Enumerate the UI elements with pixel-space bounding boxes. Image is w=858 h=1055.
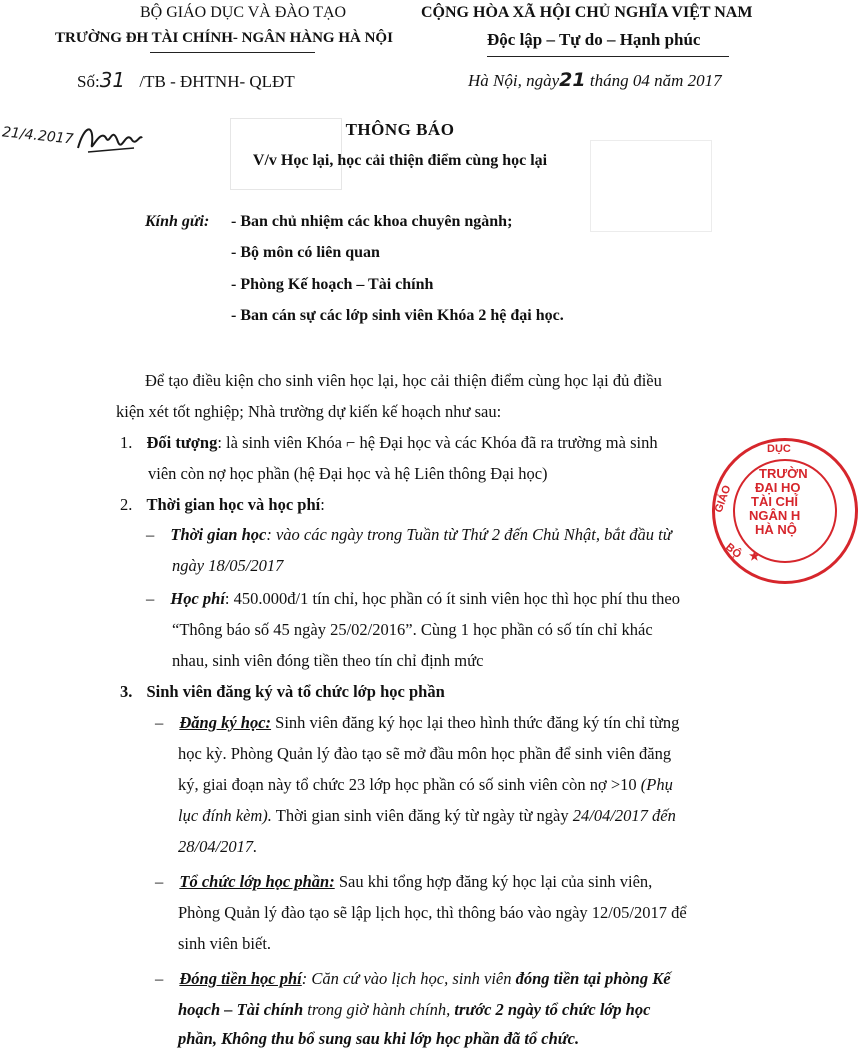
organize-text: Sau khi tổng hợp đăng ký học lại của sinh viên, [334,872,653,891]
item-1-line [120,427,658,459]
date-handwritten: 21 [559,69,586,91]
recipient-item: - Ban cán sự các lớp sinh viên Khóa 2 hệ đại học. [231,307,564,324]
payment-place: đóng tiền tại phòng Kế [515,969,671,988]
stamp-line: HÀ NỘ [755,522,797,537]
date-suffix: tháng 04 năm 2017 [589,71,722,90]
time-line: ngày 18/05/2017 [172,556,284,575]
item-3-line [120,676,445,708]
register-text: ký, giai đoạn này tổ chức 23 lớp học phần có số sinh viên còn nợ >10 [178,775,641,794]
fee-line [146,583,680,615]
time-text: : vào các ngày trong Tuần từ Thứ 2 đến Chủ Nhật, bắt đầu từ [266,525,672,544]
item-2-number: 2. [120,495,133,514]
stamp-line: ĐẠI HỌ [755,480,801,495]
organize-line: Phòng Quản lý đào tạo sẽ lập lịch học, thì thông báo vào ngày 12/05/2017 để [178,903,687,922]
school-stamp [712,438,858,584]
item-2-label: Thời gian học và học phí [146,495,321,514]
time-line [146,519,672,551]
stamp-ring-text: BỘ [723,541,744,561]
stamp-ring-text: GIÁO [712,483,734,515]
register-text: Sinh viên đăng ký học lại theo hình thức đăng ký tín chỉ từng [271,713,680,732]
organize-dash: – [155,872,164,891]
date-prefix: Hà Nội, ngày [468,71,560,90]
intro-line: Để tạo điều kiện cho sinh viên học lại, học cải thiện điểm cùng học lại đủ điều [145,371,662,390]
organize-line: sinh viên biết. [178,934,272,953]
school-name: TRƯỜNG ĐH TÀI CHÍNH- NGÂN HÀNG HÀ NỘI [55,30,393,46]
stamp-star-icon: ★ [749,549,760,563]
register-appendix: (Phụ [640,775,673,794]
stamp-inner-ring [733,459,837,563]
document-date [468,69,722,91]
country-name: CỘNG HÒA XÃ HỘI CHỦ NGHĨA VIỆT NAM [421,4,753,21]
fee-dash: – [146,589,155,608]
fee-line: “Thông báo số 45 ngày 25/02/2016”. Cùng 1 học phần có số tín chỉ khác [172,620,653,639]
register-label: Đăng ký học: [179,713,272,732]
item-1-label: Đối tượng [146,433,218,452]
item-2-colon: : [320,495,325,514]
payment-text: : Căn cứ vào lịch học, sinh viên [301,969,516,988]
fee-line: nhau, sinh viên đóng tiền theo tín chỉ định mức [172,651,484,670]
organize-line [155,866,652,898]
stamp-line: TRƯỜN [759,466,808,481]
recipient-item: - Ban chủ nhiệm các khoa chuyên ngành; [231,213,513,230]
payment-line [178,994,650,1026]
item-1-line: viên còn nợ học phần (hệ Đại học và hệ Liên thông Đại học) [148,464,548,483]
payment-text: trong giờ hành chính, [303,1000,455,1019]
register-appendix: lục đính kèm). [178,806,272,825]
school-underline [150,52,315,53]
national-motto: Độc lập – Tự do – Hạnh phúc [487,30,701,49]
fee-label: Học phí [170,589,225,608]
time-label: Thời gian học [170,525,267,544]
item-1-text: : là sinh viên Khóa ⌐ hệ Đại học và các Khóa đã ra trường mà sinh [217,433,658,452]
payment-label: Đóng tiền học phí [179,969,302,988]
payment-line [155,963,671,995]
register-line [155,707,679,739]
payment-line: phần, Không thu bổ sung sau khi lớp học phần đã tổ chức. [178,1029,580,1048]
recipient-item: - Phòng Kế hoạch – Tài chính [231,276,434,293]
ministry-name: BỘ GIÁO DỤC VÀ ĐÀO TẠO [140,4,347,21]
intro-line: kiện xét tốt nghiệp; Nhà trường dự kiến kế hoạch như sau: [116,402,502,421]
stamp-line: TÀI CHÍ [751,494,798,509]
register-dash: – [155,713,164,732]
register-text: Thời gian sinh viên đăng ký từ ngày từ ngày [271,806,573,825]
organize-label: Tổ chức lớp học phần: [179,872,335,891]
payment-deadline: trước 2 ngày tổ chức lớp học [454,1000,651,1019]
time-dash: – [146,525,155,544]
payment-dash: – [155,969,164,988]
item-2-line [120,489,325,521]
document-number [77,68,295,92]
document-subject: V/v Học lại, học cải thiện điểm cùng học lại [252,152,548,169]
recipient-item: - Bộ môn có liên quan [231,244,380,261]
stamp-ring-text: DỤC [767,443,791,455]
item-3-label: Sinh viên đăng ký và tổ chức lớp học phần [146,682,445,701]
margin-date-note: 21/4.2017 [1,124,75,148]
number-prefix: Số: [77,72,100,91]
recipients-label: Kính gửi: [145,213,210,230]
stamp-line: NGÂN H [749,508,801,523]
item-3-number: 3. [120,682,133,701]
item-1-number: 1. [120,433,133,452]
register-line: 28/04/2017. [178,837,258,856]
motto-underline [487,56,729,57]
payment-place: hoạch – Tài chính [178,1000,304,1019]
number-suffix: /TB - ĐHTNH- QLĐT [139,72,295,91]
document-title: THÔNG BÁO [345,120,455,139]
register-line: học kỳ. Phòng Quản lý đào tạo sẽ mở đầu môn học phần để sinh viên đăng [178,744,672,763]
register-line [178,800,676,832]
number-handwritten: 31 [99,68,126,92]
register-line [178,769,673,801]
register-dates: 24/04/2017 đến [572,806,676,825]
fee-text: : 450.000đ/1 tín chỉ, học phần có ít sinh viên học thì học phí thu theo [224,589,680,608]
